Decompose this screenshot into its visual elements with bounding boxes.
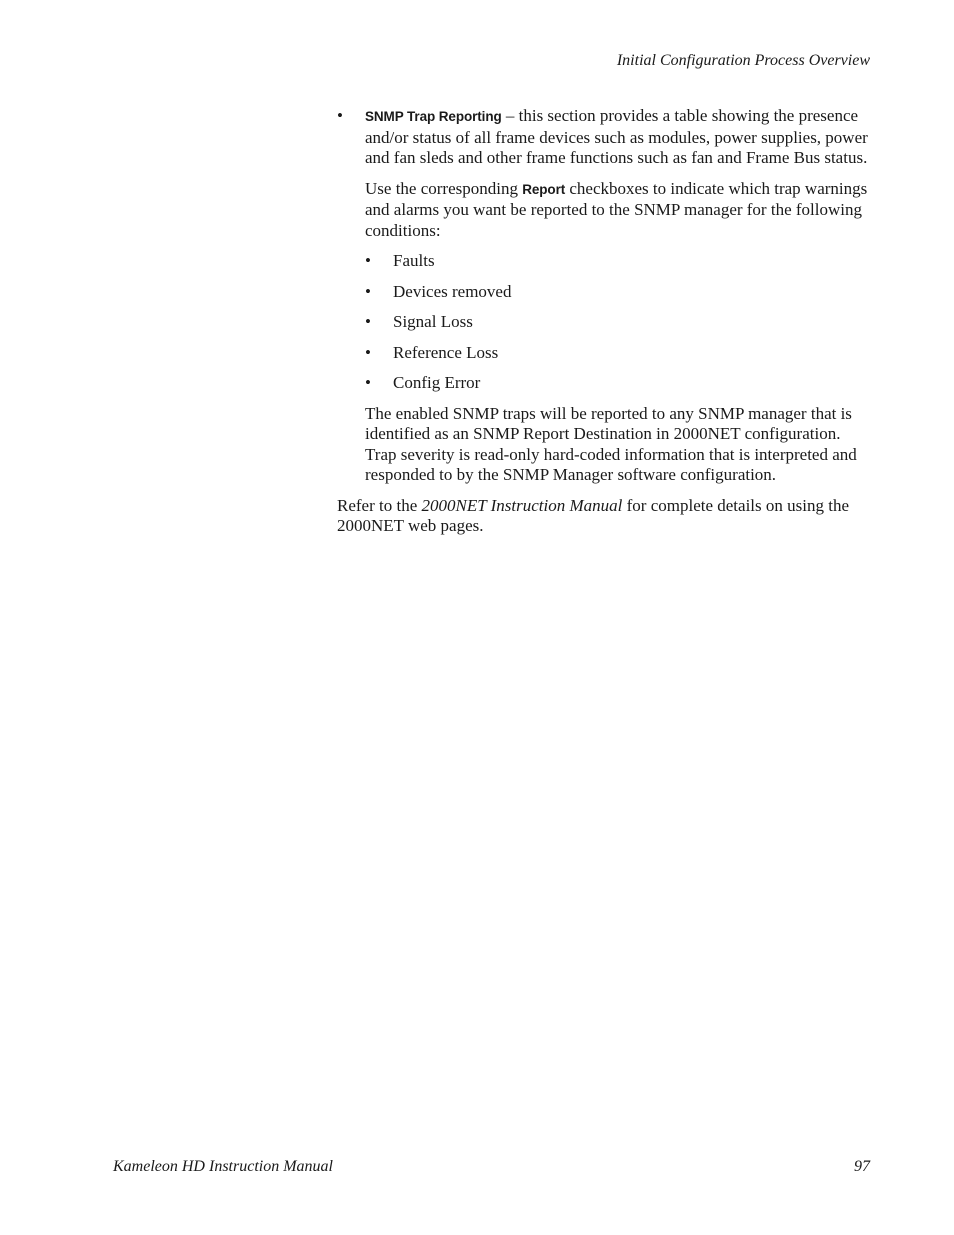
refer-paragraph — [337, 496, 872, 537]
condition-config-error: Config Error — [393, 373, 481, 392]
condition-signal-loss: Signal Loss — [393, 312, 473, 331]
enabled-traps-paragraph: The enabled SNMP traps will be reported to any SNMP manager that is identified as an SNMP Report Destination in 2000NET configuration. Trap severity is read-only hard-coded information that is interpreted and responded to by the SNMP Manager software configuration. — [365, 403, 857, 484]
snmp-trap-reporting-label: SNMP Trap Reporting — [365, 109, 502, 124]
footer-manual-name: Kameleon HD Instruction Manual — [113, 1158, 333, 1175]
refer-para-before: Refer to the — [337, 495, 422, 515]
running-header: Initial Configuration Process Overview — [616, 52, 870, 69]
report-checkbox-paragraph — [365, 179, 872, 242]
report-keyword: Report — [522, 181, 566, 197]
list-item — [365, 373, 872, 394]
report-para-before: Use the corresponding — [365, 178, 523, 198]
bullet-icon: • — [365, 342, 371, 362]
snmp-item-text — [365, 106, 872, 169]
condition-devices-removed: Devices removed — [393, 281, 512, 301]
snmp-trap-reporting-item — [337, 106, 872, 486]
bullet-icon: • — [337, 106, 343, 125]
running-footer — [113, 1157, 870, 1177]
bullet-icon: • — [365, 373, 371, 392]
refer-para-after: for complete details on using the 2000NET web pages. — [337, 495, 849, 535]
bullet-icon: • — [365, 251, 371, 270]
report-para-after: checkboxes to indicate which trap warnings and alarms you want be reported to the SNMP manager for the following conditions: — [365, 178, 868, 240]
snmp-item-description: – this section provides a table showing the presence and/or status of all frame devices such as modules, power supplies, power and fan sleds and other frame functions such as fan and Frame Bus status. — [365, 106, 868, 167]
conditions-list — [365, 251, 872, 394]
bullet-icon: • — [365, 312, 371, 331]
bullet-icon: • — [365, 281, 371, 301]
manual-title: 2000NET Instruction Manual — [421, 495, 623, 515]
list-item — [365, 251, 872, 272]
page-content — [337, 106, 872, 537]
list-item — [365, 282, 872, 303]
page-number: 97 — [854, 1158, 870, 1175]
list-item — [365, 312, 872, 333]
list-item — [365, 343, 872, 364]
condition-reference-loss: Reference Loss — [393, 342, 499, 362]
condition-faults: Faults — [393, 251, 435, 270]
